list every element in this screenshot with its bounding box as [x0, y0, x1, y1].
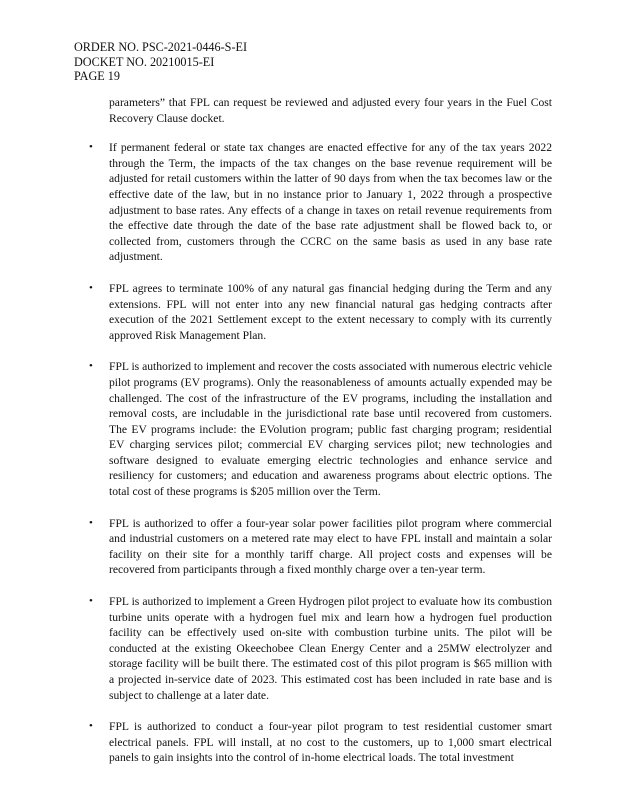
- bullet-list: [74, 140, 552, 766]
- bullet-gas-hedging: [74, 281, 552, 343]
- document-body: [74, 95, 552, 782]
- page-number: PAGE 19: [74, 69, 120, 84]
- bullet-icon: •: [89, 281, 93, 294]
- bullet-tax-changes: [74, 140, 552, 265]
- bullet-solar-pilot: [74, 516, 552, 578]
- bullet-icon: •: [89, 595, 93, 608]
- bullet-icon: •: [89, 141, 93, 154]
- bullet-smart-panels: [74, 719, 552, 766]
- bullet-icon: •: [89, 516, 93, 529]
- page-header: [74, 40, 247, 84]
- bullet-icon: •: [89, 720, 93, 733]
- bullet-text: FPL is authorized to conduct a four-year pilot program to test residential customer smart electrical panels. FPL will install, at no cost to the customers, up to 1,000 smart electrical panels to gain insights into the control of in-home electrical loads. The total investment: [109, 720, 552, 765]
- bullet-text: FPL is authorized to implement and recover the costs associated with numerous electric vehicle pilot programs (EV programs). Only the reasonableness of amounts actually expended may be challenged. The cost of the infrastructure of the EV programs, including the installation and removal costs, are includable in the jurisdictional rate base until recovered from customers. The EV programs include: the EVolution program; public fast charging program; residential EV charging services pilot; commercial EV charging services pilot; new technologies and software designed to evaluate emerging electric technologies and enhance service and resiliency for customers; and education and awareness programs about electric options. The total cost of these programs is $205 million over the Term.: [109, 360, 552, 499]
- docket-number: DOCKET NO. 20210015-EI: [74, 54, 215, 69]
- bullet-icon: •: [89, 360, 93, 373]
- bullet-text: FPL is authorized to offer a four-year solar power facilities pilot program where commercial and industrial customers on a metered rate may elect to have FPL install and maintain a solar facility on their site for a monthly tariff charge. All project costs and expenses will be recovered from participants through a fixed monthly charge over a ten-year term.: [109, 516, 552, 577]
- bullet-green-hydrogen: [74, 594, 552, 703]
- order-number: ORDER NO. PSC-2021-0446-S-EI: [74, 40, 247, 54]
- bullet-text: FPL is authorized to implement a Green Hydrogen pilot project to evaluate how its combustion turbine units operate with a hydrogen fuel mix and learn how a hydrogen fuel production facility can be effectively used on-site with combustion turbine units. The pilot will be conducted at the existing Okeechobee Clean Energy Center and a 25MW electrolyzer and storage facility will be built there. The estimated cost of this pilot program is $65 million with a projected in-service date of 2023. This estimated cost has been included in rate base and is subject to challenge at a later date.: [109, 595, 552, 702]
- bullet-text: FPL agrees to terminate 100% of any natural gas financial hedging during the Term and any extensions. FPL will not enter into any new financial natural gas hedging contracts after execution of the 2021 Settlement except to the extent necessary to comply with its currently approved Risk Management Plan.: [109, 281, 552, 342]
- bullet-ev-programs: [74, 359, 552, 499]
- continued-paragraph: parameters” that FPL can request be reviewed and adjusted every four years in the Fuel Cost Recovery Clause docket.: [109, 96, 552, 125]
- bullet-text: If permanent federal or state tax changes are enacted effective for any of the tax years 2022 through the Term, the impacts of the tax changes on the base revenue requirement will be adjusted for retail customers within the latter of 90 days from when the tax becomes law or the effective date of the law, but in no instance prior to January 1, 2022 through a prospective adjustment to base rates. Any effects of a change in taxes on retail revenue requirements from the effective date through the date of the base rate adjustment shall be flowed back to, or collected from, customers through the CCRC on the same basis as used in any base rate adjustment.: [109, 141, 552, 264]
